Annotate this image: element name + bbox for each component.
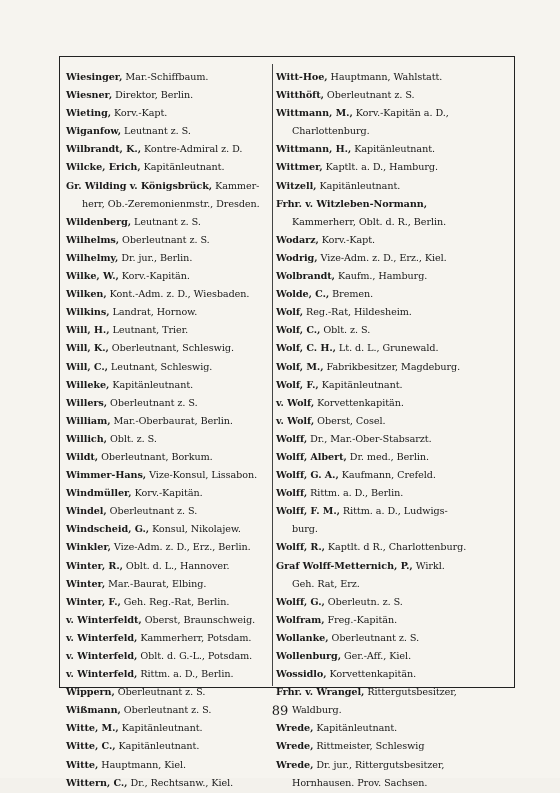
directory-entry — [276, 87, 508, 105]
directory-entry — [66, 268, 266, 286]
entry-name: Frhr. v. Wrangel, — [276, 687, 365, 699]
directory-entry — [66, 304, 266, 322]
entry-name: Will, C., — [66, 361, 108, 373]
entry-details: Oblt. d. L., Hannover. — [122, 560, 230, 572]
directory-entry — [66, 757, 266, 775]
entry-name: Wrede, — [276, 741, 314, 753]
entry-name: Graf Wolff-Metternich, P., — [276, 560, 413, 572]
entry-details: Rittm. a. D., Berlin. — [307, 488, 404, 500]
entry-name: Wolfram, — [276, 614, 325, 626]
directory-entry — [276, 684, 508, 702]
page-number: 89 — [271, 704, 289, 719]
directory-entry — [276, 558, 508, 576]
directory-entry — [276, 612, 508, 630]
entry-name: Wolff, — [276, 433, 308, 445]
directory-entry — [66, 196, 266, 214]
entry-details: Oberleutnant z. S. — [120, 705, 212, 717]
entry-name: Witte, M., — [66, 723, 119, 735]
entry-details: Kapitänleutnant. — [313, 723, 398, 735]
entry-details: Korv.-Kapitän a. D., — [352, 108, 449, 120]
directory-entry — [66, 69, 266, 87]
directory-entry — [276, 521, 508, 539]
entry-name: Wieting, — [66, 108, 112, 120]
directory-entry — [276, 576, 508, 594]
entry-details: Oberleutnant z. S. — [119, 234, 210, 246]
entry-details: Oberleutnant z. S. — [328, 632, 420, 644]
directory-entry — [276, 648, 508, 666]
entry-name: Wodarz, — [276, 234, 319, 246]
directory-entry — [276, 377, 508, 395]
directory-entry — [276, 232, 508, 250]
directory-entry — [66, 431, 266, 449]
right-column — [276, 69, 508, 793]
entry-details: Oberleutnant z. S. — [323, 90, 415, 102]
directory-entry — [276, 322, 508, 340]
entry-name: Winter, — [66, 578, 106, 590]
directory-entry — [66, 558, 266, 576]
entry-details: Kapitänleutnant. — [118, 723, 203, 735]
entry-name: Wolf, C. H., — [276, 343, 336, 355]
entry-name: Winter, F., — [66, 596, 121, 608]
entry-name: Wollanke, — [276, 632, 329, 644]
entry-details: Oblt. d. G.-L., Potsdam. — [137, 651, 253, 662]
directory-entry — [66, 141, 266, 159]
entry-details: Landrat, Hornow. — [109, 307, 198, 319]
entry-name: Wolbrandt, — [276, 271, 335, 283]
directory-entry — [276, 503, 508, 521]
directory-entry — [276, 159, 508, 177]
entry-name: v. Winterfeld, — [66, 669, 138, 681]
directory-entry — [66, 539, 266, 557]
entry-details: Oberleutnant z. S. — [107, 397, 198, 409]
entry-name: Witzell, — [276, 180, 317, 192]
entry-name: Willich, — [66, 433, 107, 445]
entry-name: Wolff, R., — [276, 542, 325, 554]
entry-name: Frhr. v. Witzleben-Normann, — [276, 198, 427, 210]
directory-entry — [66, 503, 266, 521]
entry-details: Korvettenkapitän. — [314, 397, 404, 409]
entry-details: Vize-Konsul, Lissabon. — [146, 470, 258, 482]
entry-details: Wirkl. — [412, 560, 445, 572]
entry-name: Wilhelmy, — [66, 252, 119, 264]
entry-name: Wilken, — [66, 289, 107, 301]
entry-details: Konsul, Nikolajew. — [149, 524, 241, 536]
directory-entry — [66, 123, 266, 141]
entry-name: Wilbrandt, K., — [66, 144, 141, 156]
entry-name: William, — [66, 415, 111, 427]
entry-name: Wildt, — [66, 451, 99, 463]
entry-details: Vize-Adm. z. D., Erz., Berlin. — [110, 542, 251, 554]
directory-entry — [276, 141, 508, 159]
entry-details: Oblt. z. S. — [320, 325, 371, 337]
entry-details: Ger.-Aff., Kiel. — [341, 651, 412, 662]
entry-name: Wittmann, M., — [276, 108, 353, 120]
entry-details: Rittmeister, Schleswig — [313, 741, 425, 753]
directory-entry — [66, 467, 266, 485]
entry-name: Wolf, M., — [276, 361, 324, 373]
directory-entry — [276, 69, 508, 87]
entry-name: Wilkins, — [66, 307, 110, 319]
directory-entry — [276, 123, 508, 141]
directory-entry — [276, 286, 508, 304]
directory-entry — [276, 178, 508, 196]
directory-entry — [66, 322, 266, 340]
entry-details: Direktor, Berlin. — [112, 90, 194, 102]
entry-name: Wolff, Albert, — [276, 451, 347, 463]
entry-details: Freg.-Kapitän. — [324, 614, 398, 626]
entry-name: Windscheid, G., — [66, 524, 150, 536]
entry-details: Kaptlt. d R., Charlottenburg. — [324, 542, 467, 554]
directory-entry — [66, 775, 266, 793]
directory-entry — [276, 413, 508, 431]
entry-details: Charlottenburg. — [292, 126, 370, 138]
entry-details: Geh. Rat, Erz. — [292, 578, 360, 590]
entry-name: Wolff, — [276, 488, 308, 500]
entry-name: Wittmann, H., — [276, 144, 352, 156]
entry-details: Leutnant, Schleswig. — [107, 361, 213, 373]
entry-details: Korv.-Kapitän. — [131, 488, 203, 500]
directory-entry — [276, 485, 508, 503]
directory-entry — [66, 286, 266, 304]
entry-details: Oberleutn. z. S. — [324, 596, 403, 608]
entry-name: v. Wolf, — [276, 415, 315, 427]
entry-details: Kapitänleutnant. — [351, 144, 436, 156]
entry-details: Hauptmann, Kiel. — [98, 759, 187, 771]
entry-details: Mar.-Schiffbaum. — [122, 72, 209, 83]
directory-entry — [66, 594, 266, 612]
entry-name: Witt-Hoe, — [276, 72, 328, 83]
entry-name: Wittern, C., — [66, 777, 128, 789]
entry-name: Wiganfow, — [66, 126, 122, 138]
entry-details: Rittergutsbesitzer, — [364, 687, 457, 699]
directory-entry — [66, 159, 266, 177]
entry-details: Kontre-Admiral z. D. — [141, 144, 243, 156]
directory-entry — [276, 775, 508, 793]
directory-entry — [276, 304, 508, 322]
entry-details: Kapitänleutnant. — [140, 162, 225, 174]
directory-entry — [276, 720, 508, 738]
entry-details: Mar.-Oberbaurat, Berlin. — [110, 415, 233, 427]
entry-name: Wolff, G., — [276, 596, 325, 608]
entry-details: Korv.-Kapitän. — [118, 271, 190, 283]
entry-details: Kammerherr, Oblt. d. R., Berlin. — [292, 216, 447, 228]
left-column — [66, 69, 266, 793]
entry-name: Windel, — [66, 506, 107, 518]
directory-entry — [276, 594, 508, 612]
directory-entry — [66, 485, 266, 503]
entry-name: Winkler, — [66, 542, 111, 554]
entry-details: Waldburg. — [292, 705, 342, 717]
column-divider — [272, 64, 273, 686]
directory-entry — [276, 268, 508, 286]
directory-entry — [66, 377, 266, 395]
directory-entry — [276, 214, 508, 232]
entry-details: Kapitänleutnant. — [316, 180, 401, 192]
directory-entry — [66, 720, 266, 738]
entry-details: Rittm. a. D., Berlin. — [137, 669, 234, 681]
entry-details: Reg.-Rat, Hildesheim. — [303, 307, 412, 319]
entry-details: Kammerherr, Potsdam. — [137, 632, 252, 644]
directory-entry — [276, 449, 508, 467]
entry-name: Wildenberg, — [66, 216, 132, 228]
entry-name: Wollenburg, — [276, 651, 341, 662]
entry-name: Gr. Wilding v. Königsbrück, — [66, 180, 213, 192]
entry-name: Wiesinger, — [66, 72, 123, 83]
entry-details: Kapitänleutnant. — [115, 741, 200, 753]
entry-details: Korv.-Kapt. — [318, 234, 376, 246]
directory-entry — [66, 214, 266, 232]
entry-name: Wilke, W., — [66, 271, 119, 283]
entry-details: herr, Ob.-Zeremonienmstr., Dresden. — [82, 198, 260, 210]
entry-details: Dr., Mar.-Ober-Stabsarzt. — [307, 433, 432, 445]
directory-entry — [276, 196, 508, 214]
entry-name: Wolf, — [276, 307, 304, 319]
directory-entry — [276, 539, 508, 557]
directory-entry — [276, 359, 508, 377]
entry-details: Oberleutnant z. S. — [114, 687, 206, 699]
directory-entry — [276, 340, 508, 358]
directory-entry — [276, 738, 508, 756]
entry-details: Kapitänleutnant. — [109, 379, 194, 391]
entry-details: Geh. Reg.-Rat, Berlin. — [120, 596, 230, 608]
entry-name: Wossidlo, — [276, 669, 327, 681]
directory-entry — [66, 178, 266, 196]
entry-details: Vize-Adm. z. D., Erz., Kiel. — [317, 252, 447, 264]
entry-details: Fabrikbesitzer, Magdeburg. — [323, 361, 461, 373]
entry-details: Rittm. a. D., Ludwigs- — [339, 506, 448, 518]
entry-details: Oberst, Cosel. — [314, 415, 386, 427]
entry-details: burg. — [292, 524, 318, 536]
entry-name: Windmüller, — [66, 488, 132, 500]
entry-details: Kaufmann, Crefeld. — [338, 470, 436, 482]
entry-name: Willers, — [66, 397, 108, 409]
entry-name: Will, H., — [66, 325, 110, 337]
entry-name: Wodrig, — [276, 252, 318, 264]
directory-entry — [66, 738, 266, 756]
entry-name: Willeke, — [66, 379, 110, 391]
directory-entry — [66, 648, 266, 666]
entry-details: Hornhausen. Prov. Sachsen. — [292, 777, 428, 789]
entry-details: Oberleutnant, Schleswig. — [108, 343, 234, 355]
directory-entry — [66, 105, 266, 123]
directory-entry — [276, 666, 508, 684]
entry-details: Kaufm., Hamburg. — [334, 271, 428, 283]
directory-entry — [66, 521, 266, 539]
directory-entry — [276, 467, 508, 485]
entry-name: Wrede, — [276, 759, 314, 771]
directory-entry — [66, 250, 266, 268]
entry-details: Dr., Rechtsanw., Kiel. — [127, 777, 234, 789]
entry-name: Wrede, — [276, 723, 314, 735]
entry-name: Wolff, G. A., — [276, 470, 339, 482]
entry-name: Witthöft, — [276, 90, 324, 102]
entry-details: Bremen. — [329, 289, 374, 301]
entry-name: v. Winterfeldt, — [66, 614, 142, 626]
directory-entry — [276, 757, 508, 775]
entry-name: Wolff, F. M., — [276, 506, 340, 518]
entry-details: Leutnant, Trier. — [109, 325, 189, 337]
entry-name: Wiesner, — [66, 90, 113, 102]
directory-entry — [66, 666, 266, 684]
entry-details: Dr. jur., Berlin. — [118, 252, 193, 264]
entry-details: Korvettenkapitän. — [326, 669, 417, 681]
entry-details: Mar.-Baurat, Elbing. — [105, 578, 207, 590]
directory-entry — [66, 449, 266, 467]
directory-entry — [66, 340, 266, 358]
directory-entry — [66, 576, 266, 594]
directory-entry — [66, 395, 266, 413]
entry-name: Will, K., — [66, 343, 109, 355]
directory-entry — [66, 87, 266, 105]
directory-entry — [66, 612, 266, 630]
entry-details: Oblt. z. S. — [106, 433, 157, 445]
entry-name: Witte, — [66, 759, 99, 771]
directory-entry — [66, 630, 266, 648]
entry-details: Leutnant z. S. — [121, 126, 191, 138]
directory-entry — [66, 359, 266, 377]
entry-details: Dr. jur., Rittergutsbesitzer, — [313, 759, 445, 771]
entry-name: Wittmer, — [276, 162, 323, 174]
entry-details: Lt. d. L., Grunewald. — [335, 343, 439, 355]
entry-name: Wilcke, Erich, — [66, 162, 141, 174]
entry-name: Wimmer-Hans, — [66, 470, 147, 482]
directory-entry — [276, 250, 508, 268]
entry-name: v. Wolf, — [276, 397, 315, 409]
entry-details: Oberleutnant, Borkum. — [98, 451, 213, 463]
entry-name: v. Winterfeld, — [66, 632, 138, 644]
directory-entry — [276, 431, 508, 449]
directory-entry — [276, 630, 508, 648]
entry-details: Oberst, Braunschweig. — [141, 614, 256, 626]
entry-details: Kammer- — [212, 180, 260, 192]
entry-name: Wolf, C., — [276, 325, 321, 337]
entry-details: Kont.-Adm. z. D., Wiesbaden. — [106, 289, 250, 301]
entry-details: Oberleutnant z. S. — [106, 506, 198, 518]
directory-entry — [66, 413, 266, 431]
directory-entry — [66, 684, 266, 702]
entry-name: Wilhelms, — [66, 234, 120, 246]
entry-name: v. Winterfeld, — [66, 651, 138, 662]
entry-details: Hauptmann, Wahlstatt. — [327, 72, 443, 83]
directory-entry — [276, 105, 508, 123]
entry-name: Wippern, — [66, 687, 115, 699]
entry-name: Wißmann, — [66, 705, 121, 717]
entry-details: Kaptlt. a. D., Hamburg. — [322, 162, 439, 174]
entry-name: Wolf, F., — [276, 379, 319, 391]
entry-details: Dr. med., Berlin. — [346, 451, 430, 463]
entry-name: Wolde, C., — [276, 289, 330, 301]
entry-name: Witte, C., — [66, 741, 116, 753]
entry-details: Leutnant z. S. — [131, 216, 201, 228]
directory-entry — [66, 232, 266, 250]
entry-name: Winter, R., — [66, 560, 123, 572]
entry-details: Korv.-Kapt. — [111, 108, 168, 120]
entry-details: Kapitänleutnant. — [318, 379, 403, 391]
directory-entry — [276, 395, 508, 413]
